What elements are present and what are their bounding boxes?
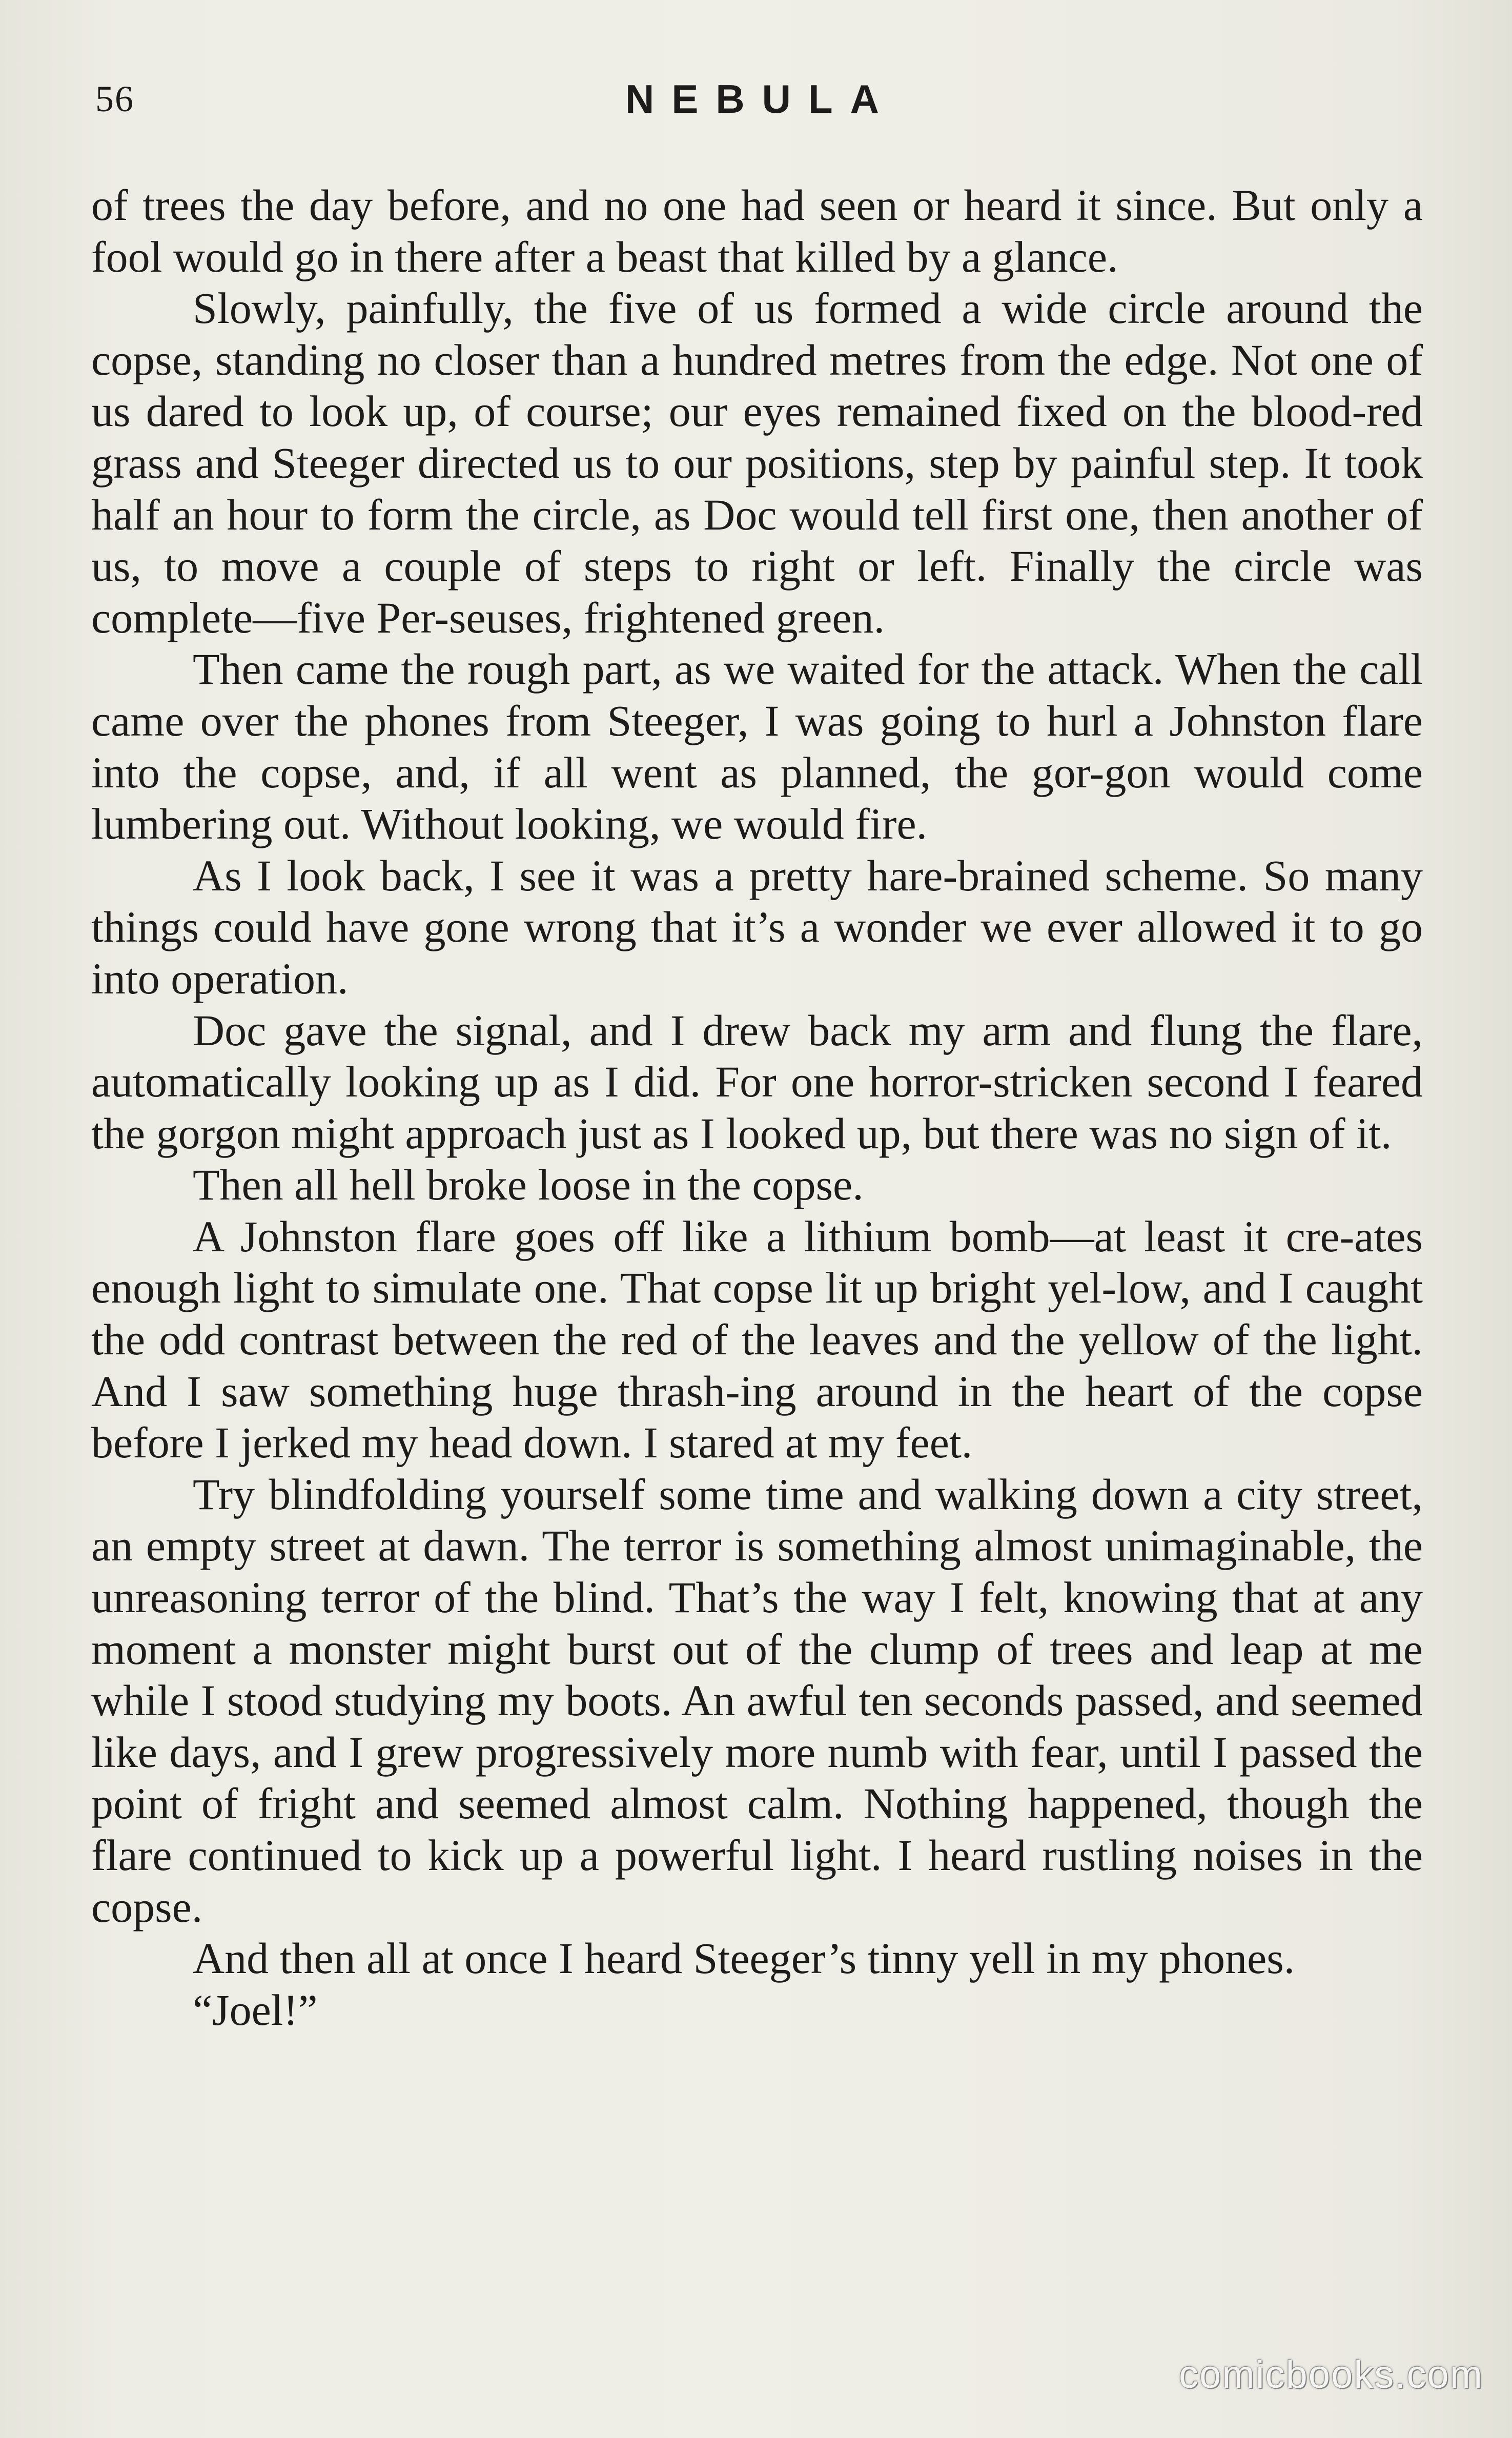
paragraph: of trees the day before, and no one had seen or heard it since. But only a fool would go in there after a beast that killed by a glance. bbox=[91, 180, 1423, 281]
paragraph: Try blindfolding yourself some time and walking down a city street, an empty street at dawn. The terror is something almost unimaginable, the unreasoning terror of the blind. That’s the way I felt, knowing that at any moment a monster might burst out of the clump of trees and leap at me while I stood studying my boots. An awful ten seconds passed, and seemed like days, and I grew progressively more numb with fear, until I passed the point of fright and seemed almost calm. Nothing happened, though the flare continued to kick up a powerful light. I heard rustling noises in the copse. bbox=[91, 1469, 1423, 1932]
paragraph: Then came the rough part, as we waited for the attack. When the call came over the phones from Steeger, I was going to hurl a Johnston flare into the copse, and, if all went as planned, the gor-gon would come lumbering out. Without looking, we would fire. bbox=[91, 644, 1423, 849]
paragraph: Then all hell broke loose in the copse. bbox=[193, 1160, 864, 1210]
story-text bbox=[91, 179, 1423, 2036]
page-header bbox=[95, 76, 1423, 122]
paragraph: Doc gave the signal, and I drew back my arm and flung the flare, automatically looking up as I did. For one horror-stricken second I feared the gorgon might approach just as I looked up, but there was no sign of it. bbox=[91, 1005, 1423, 1158]
paragraph: Slowly, painfully, the five of us formed a wide circle around the copse, standing no closer than a hundred metres from the edge. Not one of us dared to look up, of course; our eyes remained fixed on the blood-red grass and Steeger directed us to our positions, step by painful step. It took half an hour to form the circle, as Doc would tell first one, then another of us, to move a couple of steps to right or left. Finally the circle was complete—five Per-seuses, frightened green. bbox=[91, 283, 1423, 642]
paragraph: And then all at once I heard Steeger’s tinny yell in my phones. bbox=[193, 1934, 1295, 1983]
watermark: comicbooks.com bbox=[1179, 2353, 1483, 2396]
paragraph: “Joel!” bbox=[193, 1985, 318, 2035]
paragraph: As I look back, I see it was a pretty hare-brained scheme. So many things could have gone wrong that it’s a wonder we ever allowed it to go into operation. bbox=[91, 850, 1423, 1003]
running-head: NEBULA bbox=[625, 76, 896, 121]
paragraph: A Johnston flare goes off like a lithium bomb—at least it cre-ates enough light to simulate one. That copse lit up bright yel-low, and I caught the odd contrast between the red of the leaves and the yellow of the light. And I saw something huge thrash-ing around in the heart of the copse before I jerked my head down. I stared at my feet. bbox=[91, 1211, 1423, 1468]
page-number: 56 bbox=[95, 78, 134, 119]
